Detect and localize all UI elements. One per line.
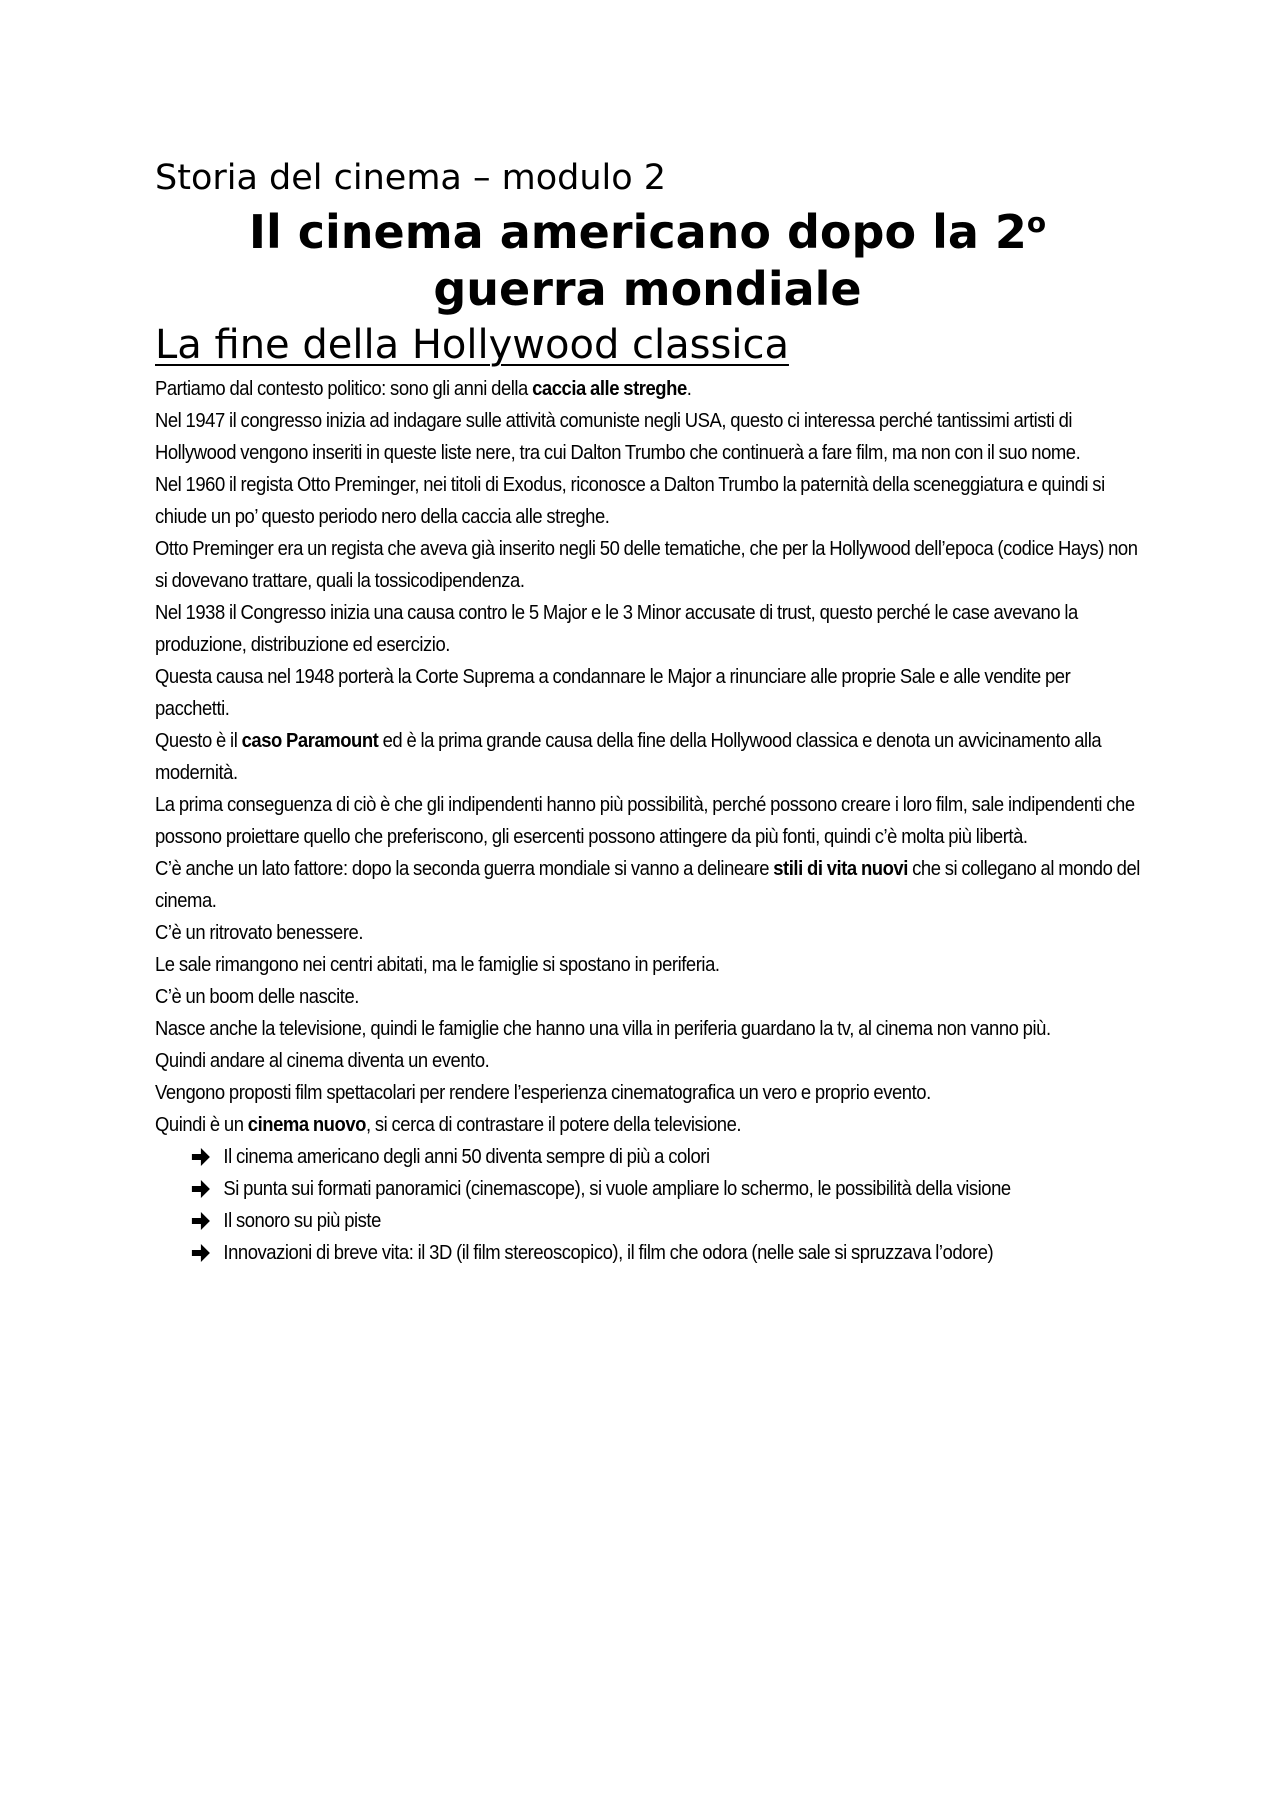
bold-term: cinema nuovo [247,1113,366,1136]
paragraph-text: C’è un boom delle nascite. [155,985,359,1008]
paragraph [155,661,1141,725]
main-title [155,204,1140,318]
paragraph-text: Le sale rimangono nei centri abitati, ma le famiglie si spostano in periferia. [155,953,720,976]
paragraph [155,373,1141,405]
main-title-line1: Il cinema americano dopo la 2 [248,205,1027,259]
bullet-item [191,1205,1141,1237]
paragraph-text: , si cerca di contrastare il potere della televisione. [365,1113,742,1136]
paragraph-text: Questa causa nel 1948 porterà la Corte Suprema a condannare le Major a rinunciare alle proprie Sale e alle vendite per pacchetti. [155,665,1071,720]
right-arrow-icon [191,1147,211,1167]
paragraph-text: . [686,377,692,400]
paragraph-text: che si collegano al mondo del cinema. [155,857,1140,912]
bold-term: caccia alle streghe [532,377,687,400]
paragraph-text: Partiamo dal contesto politico: sono gli anni della [155,377,533,400]
paragraph [155,533,1141,597]
paragraph-text: Nasce anche la televisione, quindi le famiglie che hanno una villa in periferia guardano la tv, al cinema non vanno più. [155,1017,1051,1040]
paragraph-text: Nel 1960 il regista Otto Preminger, nei titoli di Exodus, riconosce a Dalton Trumbo la paternità della sceneggiatura e quindi si chiude un po’ questo periodo nero della caccia alle streghe. [155,473,1105,528]
right-arrow-icon [191,1179,211,1199]
paragraph-text: Vengono proposti film spettacolari per rendere l’esperienza cinematografica un vero e proprio evento. [155,1081,931,1104]
body-text [155,373,1141,1269]
bold-term: stili di vita nuovi [773,857,908,880]
bullet-text: Il sonoro su più piste [223,1209,381,1232]
bullet-text: Si punta sui formati panoramici (cinemascope), si vuole ampliare lo schermo, le possibilità della visione [223,1177,1011,1200]
paragraph [155,853,1141,917]
right-arrow-icon [191,1211,211,1231]
paragraph-text: C’è un ritrovato benessere. [155,921,364,944]
paragraph [155,1013,1141,1045]
section-title: La fine della Hollywood classica [155,322,789,368]
document-page [155,152,1140,1269]
bullet-item [191,1173,1141,1205]
paragraph [155,1109,1141,1141]
paragraph-text: Quindi andare al cinema diventa un evento. [155,1049,490,1072]
bullet-list [155,1141,1141,1269]
paragraph [155,789,1141,853]
main-title-line2: guerra mondiale [433,262,862,316]
paragraph-text: Otto Preminger era un regista che aveva già inserito negli 50 delle tematiche, che per la Hollywood dell’epoca (codice Hays) non si dovevano trattare, quali la tossicodipendenza. [155,537,1138,592]
paragraph [155,725,1141,789]
paragraph-text: Nel 1938 il Congresso inizia una causa contro le 5 Major e le 3 Minor accusate di trust, questo perché le case avevano la produzione, distribuzione ed esercizio. [155,601,1078,656]
paragraph [155,1077,1141,1109]
paragraph [155,469,1141,533]
paragraph-text: Questo è il [155,729,242,752]
bullet-text: Innovazioni di breve vita: il 3D (il film stereoscopico), il film che odora (nelle sale si spruzzava l’odore) [223,1241,994,1264]
paragraph [155,597,1141,661]
bullet-item [191,1237,1141,1269]
paragraph-text: C’è anche un lato fattore: dopo la seconda guerra mondiale si vanno a delineare [155,857,774,880]
right-arrow-icon [191,1243,211,1263]
paragraph [155,981,1141,1013]
bullet-text: Il cinema americano degli anni 50 diventa sempre di più a colori [223,1145,710,1168]
paragraph-list [155,373,1141,1141]
paragraph-text: Nel 1947 il congresso inizia ad indagare sulle attività comuniste negli USA, questo ci interessa perché tantissimi artisti di Hollywood vengono inseriti in queste liste nere, tra cui Dalton Trumbo che continuerà a fare film, ma non con il suo nome. [155,409,1081,464]
paragraph-text: La prima conseguenza di ciò è che gli indipendenti hanno più possibilità, perché possono creare i loro film, sale indipendenti che possono proiettare quello che preferiscono, gli esercenti possono attingere da più fonti, quindi c’è molta più libertà. [155,793,1135,848]
paragraph [155,1045,1141,1077]
paragraph-text: ed è la prima grande causa della fine della Hollywood classica e denota un avvicinamento alla modernità. [155,729,1102,784]
degree-superscript: o [1026,206,1047,239]
paragraph [155,405,1141,469]
paragraph [155,949,1141,981]
paragraph-text: Quindi è un [155,1113,248,1136]
paragraph [155,917,1141,949]
course-title: Storia del cinema – modulo 2 [155,158,667,198]
bullet-item [191,1141,1141,1173]
bold-term: caso Paramount [241,729,379,752]
